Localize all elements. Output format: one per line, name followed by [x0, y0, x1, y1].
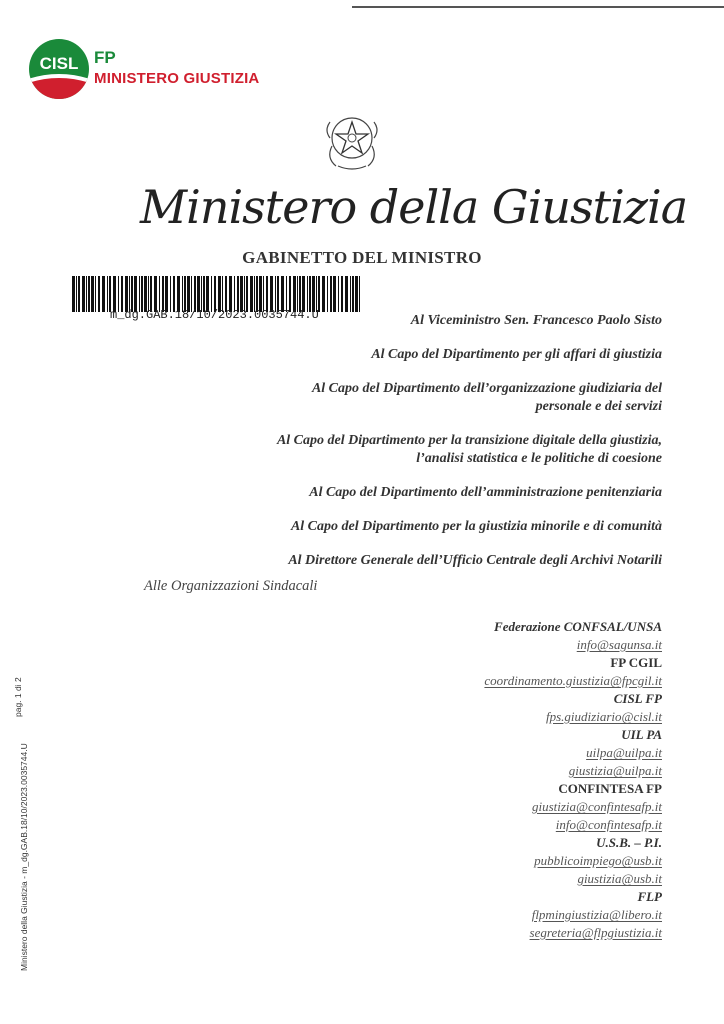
- recipient-block: [142, 552, 662, 570]
- recipient-block: [142, 432, 662, 468]
- barcode-bar: [184, 276, 186, 312]
- barcode-bar: [72, 276, 75, 312]
- union-name: CONFINTESA FP: [558, 781, 662, 796]
- union-name: UIL PA: [621, 727, 662, 742]
- email-row: [342, 816, 662, 834]
- barcode-bar: [350, 276, 351, 312]
- email-row: [342, 744, 662, 762]
- barcode-bar: [76, 276, 77, 312]
- barcode-bar: [229, 276, 232, 312]
- recipient-block: [142, 346, 662, 364]
- email-row: [342, 798, 662, 816]
- logo-org-text: MINISTERO GIUSTIZIA: [94, 70, 260, 87]
- barcode-bar: [240, 276, 243, 312]
- union-email-link[interactable]: giustizia@usb.it: [577, 871, 662, 886]
- barcode-bar: [129, 276, 130, 312]
- barcode-bar: [197, 276, 200, 312]
- union-name: FP CGIL: [610, 655, 662, 670]
- barcode-bar: [352, 276, 354, 312]
- barcode-bar: [177, 276, 180, 312]
- recipient-line: Al Direttore Generale dell’Ufficio Centrale degli Archivi Notarili: [288, 553, 662, 568]
- recipient-line: Al Capo del Dipartimento per gli affari di giustizia: [371, 347, 662, 362]
- barcode-bar: [244, 276, 245, 312]
- barcode-bar: [256, 276, 258, 312]
- email-row: [342, 672, 662, 690]
- recipient-block: [142, 312, 662, 330]
- barcode-bar: [254, 276, 255, 312]
- protocol-number: m_dg.GAB.18/10/2023.0035744.U: [110, 308, 319, 322]
- barcode-bar: [95, 276, 96, 312]
- union-email-link[interactable]: giustizia@uilpa.it: [568, 763, 662, 778]
- recipient-line: Al Viceministro Sen. Francesco Paolo Sisto: [410, 313, 662, 328]
- barcode-bar: [266, 276, 268, 312]
- barcode-bar: [118, 276, 119, 312]
- email-row: [342, 906, 662, 924]
- barcode-bar: [109, 276, 111, 312]
- barcode-bar: [327, 276, 328, 312]
- barcode-bar: [159, 276, 160, 312]
- recipient-line: Al Capo del Dipartimento dell’organizzazione giudiziaria del: [311, 381, 662, 396]
- union-email-link[interactable]: fps.giudiziario@cisl.it: [546, 709, 662, 724]
- union-email-link[interactable]: info@confintesafp.it: [555, 817, 662, 832]
- recipient-line: Al Capo del Dipartimento per la giustizia minorile e di comunità: [290, 519, 662, 534]
- ministry-title: Ministero della Giustizia: [140, 180, 688, 234]
- barcode-bar: [312, 276, 315, 312]
- barcode-bar: [309, 276, 311, 312]
- barcode-bar: [113, 276, 116, 312]
- union-email-link[interactable]: segreteria@flpgiustizia.it: [529, 925, 662, 940]
- barcode-bar: [316, 276, 317, 312]
- barcode-bar: [286, 276, 287, 312]
- barcode-bar: [211, 276, 212, 312]
- union-email-link[interactable]: uilpa@uilpa.it: [586, 745, 662, 760]
- barcode-bar: [170, 276, 171, 312]
- union-name: Federazione CONFSAL/UNSA: [494, 619, 662, 634]
- unions-heading: Alle Organizzazioni Sindacali: [144, 578, 318, 594]
- barcode-bar: [237, 276, 239, 312]
- recipient-block: [142, 518, 662, 536]
- recipient-line: Al Capo del Dipartimento per la transizione digitale della giustizia,: [276, 433, 662, 448]
- cabinet-heading: GABINETTO DEL MINISTRO: [242, 248, 482, 267]
- barcode-bar: [338, 276, 339, 312]
- barcode-bar: [191, 276, 192, 312]
- recipient-line: personale e dei servizi: [535, 399, 662, 414]
- barcode-bar: [218, 276, 221, 312]
- barcode-bar: [333, 276, 336, 312]
- union-email-link[interactable]: info@sagunsa.it: [576, 637, 662, 652]
- barcode-bar: [88, 276, 90, 312]
- barcode-bar: [234, 276, 235, 312]
- barcode-bar: [154, 276, 157, 312]
- logo-cisl-text: CISL: [39, 54, 79, 73]
- email-row: [342, 870, 662, 888]
- barcode-bar: [293, 276, 296, 312]
- union-email-link[interactable]: flpmingiustizia@libero.it: [531, 907, 662, 922]
- email-row: [342, 762, 662, 780]
- union-name: CISL FP: [613, 691, 662, 706]
- barcode-bar: [187, 276, 190, 312]
- top-rule: [352, 6, 724, 8]
- side-protocol-stamp: Ministero della Giustizia - m_dg.GAB.18/10/2023.0035744.U: [19, 743, 29, 971]
- barcode-bar: [330, 276, 332, 312]
- barcode-bar: [134, 276, 137, 312]
- union-email-link[interactable]: pubblicoimpiego@usb.it: [534, 853, 662, 868]
- barcode-bar: [173, 276, 175, 312]
- barcode-bar: [102, 276, 105, 312]
- barcode-bar: [91, 276, 94, 312]
- barcode-icon: [72, 276, 360, 312]
- barcode-bar: [86, 276, 87, 312]
- email-row: [342, 924, 662, 942]
- barcode-bar: [182, 276, 183, 312]
- barcode-bar: [222, 276, 223, 312]
- barcode-bar: [270, 276, 273, 312]
- barcode-bar: [206, 276, 209, 312]
- recipient-block: [142, 380, 662, 416]
- italian-emblem-icon: [322, 108, 382, 174]
- barcode-bar: [125, 276, 128, 312]
- barcode-bar: [345, 276, 348, 312]
- barcode-bar: [299, 276, 301, 312]
- union-email-link[interactable]: coordinamento.giustizia@fpcgil.it: [484, 673, 662, 688]
- barcode-bar: [82, 276, 85, 312]
- email-row: [342, 708, 662, 726]
- recipient-line: Al Capo del Dipartimento dell’amministrazione penitenziaria: [309, 485, 662, 500]
- barcode-bar: [214, 276, 216, 312]
- barcode-bar: [250, 276, 253, 312]
- barcode-bar: [307, 276, 308, 312]
- barcode-bar: [289, 276, 291, 312]
- barcode-bar: [225, 276, 227, 312]
- recipients-list: [142, 310, 662, 586]
- barcode-bar: [162, 276, 164, 312]
- barcode-bar: [355, 276, 358, 312]
- barcode-bar: [341, 276, 343, 312]
- barcode-bar: [246, 276, 248, 312]
- cisl-logo-icon: [28, 38, 258, 100]
- barcode-bar: [98, 276, 100, 312]
- barcode-bar: [131, 276, 133, 312]
- barcode-bar: [107, 276, 108, 312]
- barcode-bar: [148, 276, 149, 312]
- barcode-bar: [275, 276, 276, 312]
- barcode-bar: [121, 276, 123, 312]
- barcode-bar: [150, 276, 152, 312]
- side-page-number: pag. 1 di 2: [13, 677, 23, 717]
- barcode-bar: [144, 276, 147, 312]
- logo-fp-text: FP: [94, 48, 116, 67]
- barcode-bar: [277, 276, 279, 312]
- barcode-bar: [318, 276, 320, 312]
- union-contacts: [342, 618, 662, 942]
- barcode-bar: [203, 276, 205, 312]
- barcode-bar: [322, 276, 325, 312]
- union-email-link[interactable]: giustizia@confintesafp.it: [531, 799, 662, 814]
- barcode-bar: [201, 276, 202, 312]
- barcode-bar: [259, 276, 262, 312]
- recipient-line: l’analisi statistica e le politiche di coesione: [416, 451, 662, 466]
- barcode-bar: [141, 276, 143, 312]
- union-name: FLP: [637, 889, 662, 904]
- email-row: [342, 852, 662, 870]
- recipient-block: [142, 484, 662, 502]
- union-name: U.S.B. – P.I.: [596, 835, 662, 850]
- barcode-bar: [78, 276, 80, 312]
- barcode-bar: [139, 276, 140, 312]
- barcode-bar: [281, 276, 284, 312]
- barcode-bar: [263, 276, 264, 312]
- barcode-bar: [194, 276, 196, 312]
- barcode-bar: [302, 276, 305, 312]
- barcode-bar: [359, 276, 360, 312]
- email-row: [342, 636, 662, 654]
- barcode-bar: [165, 276, 168, 312]
- barcode-bar: [297, 276, 298, 312]
